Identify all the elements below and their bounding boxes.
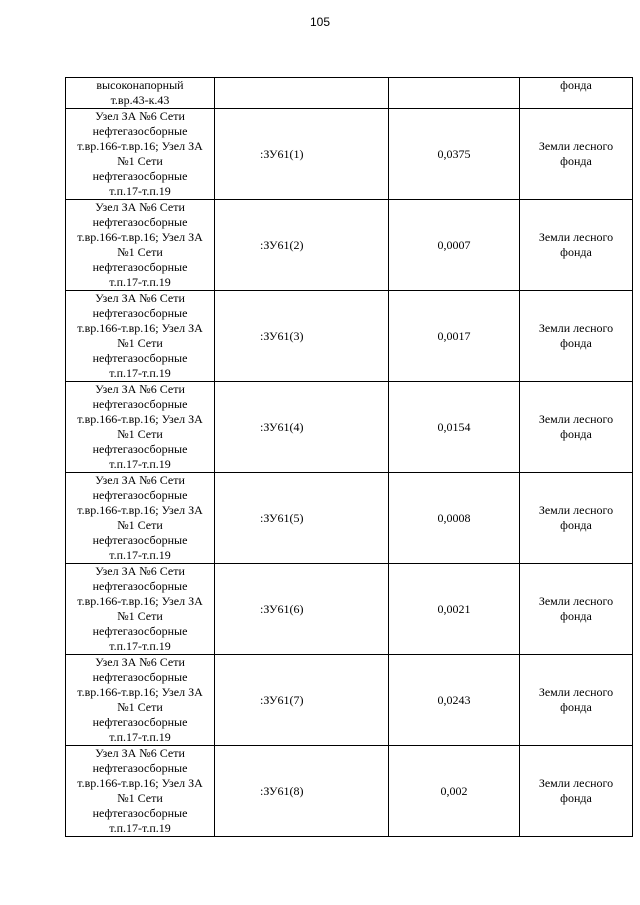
table-row (66, 109, 633, 200)
land-plots-table (65, 77, 633, 837)
cell-line: №1 Сети (117, 609, 163, 623)
area-cell: 0,0154 (389, 382, 520, 473)
cell-line: Узел ЗА №6 Сети (95, 655, 185, 669)
area-cell: 0,0017 (389, 291, 520, 382)
cell-line: Узел ЗА №6 Сети (95, 473, 185, 487)
object-name-cell (66, 78, 215, 109)
plot-id-cell: :ЗУ61(7) (215, 655, 389, 746)
cell-line: фонда (560, 609, 592, 623)
cell-line: т.п.17-т.п.19 (109, 548, 171, 562)
area-cell: 0,0243 (389, 655, 520, 746)
cell-line: т.вр.166-т.вр.16; Узел ЗА (77, 139, 203, 153)
land-category-cell (520, 200, 633, 291)
cell-line: Узел ЗА №6 Сети (95, 200, 185, 214)
cell-line: Узел ЗА №6 Сети (95, 382, 185, 396)
land-category-cell (520, 109, 633, 200)
cell-line: нефтегазосборные (92, 488, 188, 502)
table-row (66, 291, 633, 382)
cell-line: высоконапорный (96, 78, 184, 92)
object-name-cell (66, 382, 215, 473)
cell-line: Узел ЗА №6 Сети (95, 564, 185, 578)
plot-id-cell: :ЗУ61(6) (215, 564, 389, 655)
area-cell: 0,002 (389, 746, 520, 837)
cell-line: №1 Сети (117, 700, 163, 714)
land-category-cell: фонда (520, 78, 633, 109)
cell-line: фонда (560, 245, 592, 259)
area-cell: 0,0007 (389, 200, 520, 291)
cell-line: Земли лесного (538, 503, 614, 517)
cell-line: т.п.17-т.п.19 (109, 821, 171, 835)
cell-line: т.вр.166-т.вр.16; Узел ЗА (77, 321, 203, 335)
land-category-cell (520, 746, 633, 837)
table-row (66, 78, 633, 109)
cell-line: фонда (560, 518, 592, 532)
cell-line: нефтегазосборные (92, 715, 188, 729)
cell-line: т.вр.166-т.вр.16; Узел ЗА (77, 412, 203, 426)
cell-line: т.п.17-т.п.19 (109, 730, 171, 744)
cell-line: Земли лесного (538, 412, 614, 426)
cell-line: нефтегазосборные (92, 806, 188, 820)
page-number: 105 (309, 15, 331, 29)
object-name-cell (66, 746, 215, 837)
land-category-cell (520, 655, 633, 746)
cell-line: Земли лесного (538, 776, 614, 790)
area-cell: 0,0021 (389, 564, 520, 655)
cell-line: фонда (560, 336, 592, 350)
cell-line: нефтегазосборные (92, 579, 188, 593)
land-category-cell (520, 291, 633, 382)
cell-line: №1 Сети (117, 518, 163, 532)
cell-line: нефтегазосборные (92, 215, 188, 229)
cell-line: фонда (560, 154, 592, 168)
plot-id-cell: :ЗУ61(4) (215, 382, 389, 473)
cell-line: нефтегазосборные (92, 306, 188, 320)
cell-line: нефтегазосборные (92, 670, 188, 684)
cell-line: Земли лесного (538, 594, 614, 608)
cell-line: т.вр.166-т.вр.16; Узел ЗА (77, 230, 203, 244)
plot-id-cell: :ЗУ61(1) (215, 109, 389, 200)
plot-id-cell (215, 78, 389, 109)
table-row (66, 473, 633, 564)
cell-line: нефтегазосборные (92, 624, 188, 638)
object-name-cell (66, 291, 215, 382)
area-cell: 0,0008 (389, 473, 520, 564)
cell-line: нефтегазосборные (92, 533, 188, 547)
cell-line: т.вр.166-т.вр.16; Узел ЗА (77, 594, 203, 608)
cell-line: т.п.17-т.п.19 (109, 457, 171, 471)
cell-line: Узел ЗА №6 Сети (95, 746, 185, 760)
cell-line: Земли лесного (538, 685, 614, 699)
cell-line: нефтегазосборные (92, 761, 188, 775)
table-row (66, 564, 633, 655)
cell-line: №1 Сети (117, 427, 163, 441)
plot-id-cell: :ЗУ61(5) (215, 473, 389, 564)
cell-line: т.вр.43-к.43 (110, 93, 170, 107)
cell-line: №1 Сети (117, 791, 163, 805)
cell-line: №1 Сети (117, 245, 163, 259)
cell-line: т.п.17-т.п.19 (109, 639, 171, 653)
cell-line: Земли лесного (538, 230, 614, 244)
object-name-cell (66, 655, 215, 746)
cell-line: фонда (560, 427, 592, 441)
cell-line: Земли лесного (538, 139, 614, 153)
cell-line: т.п.17-т.п.19 (109, 184, 171, 198)
table-row (66, 746, 633, 837)
cell-line: нефтегазосборные (92, 397, 188, 411)
cell-line: Узел ЗА №6 Сети (95, 109, 185, 123)
cell-line: нефтегазосборные (92, 442, 188, 456)
plot-id-cell: :ЗУ61(3) (215, 291, 389, 382)
cell-line: Земли лесного (538, 321, 614, 335)
object-name-cell (66, 473, 215, 564)
object-name-cell (66, 564, 215, 655)
cell-line: нефтегазосборные (92, 351, 188, 365)
plot-id-cell: :ЗУ61(8) (215, 746, 389, 837)
cell-line: фонда (560, 791, 592, 805)
cell-line: фонда (560, 700, 592, 714)
cell-line: нефтегазосборные (92, 260, 188, 274)
area-cell: 0,0375 (389, 109, 520, 200)
cell-line: т.п.17-т.п.19 (109, 275, 171, 289)
land-category-cell (520, 473, 633, 564)
table-row (66, 382, 633, 473)
cell-line: №1 Сети (117, 154, 163, 168)
table-row (66, 200, 633, 291)
land-category-cell (520, 564, 633, 655)
cell-line: Узел ЗА №6 Сети (95, 291, 185, 305)
cell-line: т.вр.166-т.вр.16; Узел ЗА (77, 776, 203, 790)
cell-line: нефтегазосборные (92, 169, 188, 183)
area-cell (389, 78, 520, 109)
plot-id-cell: :ЗУ61(2) (215, 200, 389, 291)
land-category-cell (520, 382, 633, 473)
object-name-cell (66, 200, 215, 291)
cell-line: нефтегазосборные (92, 124, 188, 138)
table-row (66, 655, 633, 746)
cell-line: №1 Сети (117, 336, 163, 350)
object-name-cell (66, 109, 215, 200)
cell-line: т.вр.166-т.вр.16; Узел ЗА (77, 685, 203, 699)
cell-line: т.вр.166-т.вр.16; Узел ЗА (77, 503, 203, 517)
cell-line: т.п.17-т.п.19 (109, 366, 171, 380)
